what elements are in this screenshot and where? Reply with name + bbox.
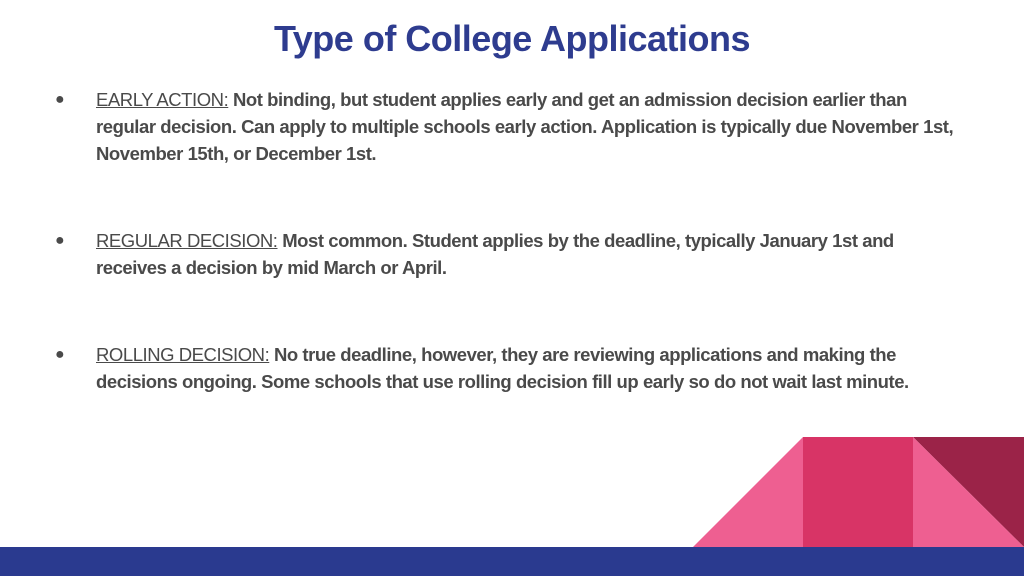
bullet-dot-icon: ● [55, 346, 65, 363]
bullet-text: Not binding, but student applies early and get an admission decision earlier than regular decision. Can apply to multiple schools early action. Application is typically due November 1st, November 15th, or December 1st. [96, 89, 954, 164]
bullet-text: Most common. Student applies by the deadline, typically January 1st and receives a decision by mid March or April. [96, 230, 894, 278]
bullet-term: EARLY ACTION: [96, 89, 229, 110]
slide-title: Type of College Applications [273, 18, 751, 59]
bullet-text: No true deadline, however, they are reviewing applications and making the decisions ongoing. Some schools that use rolling decision fill up early so do not wait last minute. [96, 344, 909, 392]
pink-square-shape [803, 437, 913, 547]
footer-bar [0, 547, 1024, 576]
bullet-dot-icon: ● [55, 232, 65, 249]
bullet-term: ROLLING DECISION: [96, 344, 270, 365]
bullet-term: REGULAR DECISION: [96, 230, 278, 251]
pink-triangle-shape [693, 437, 803, 547]
bullet-dot-icon: ● [55, 91, 65, 108]
